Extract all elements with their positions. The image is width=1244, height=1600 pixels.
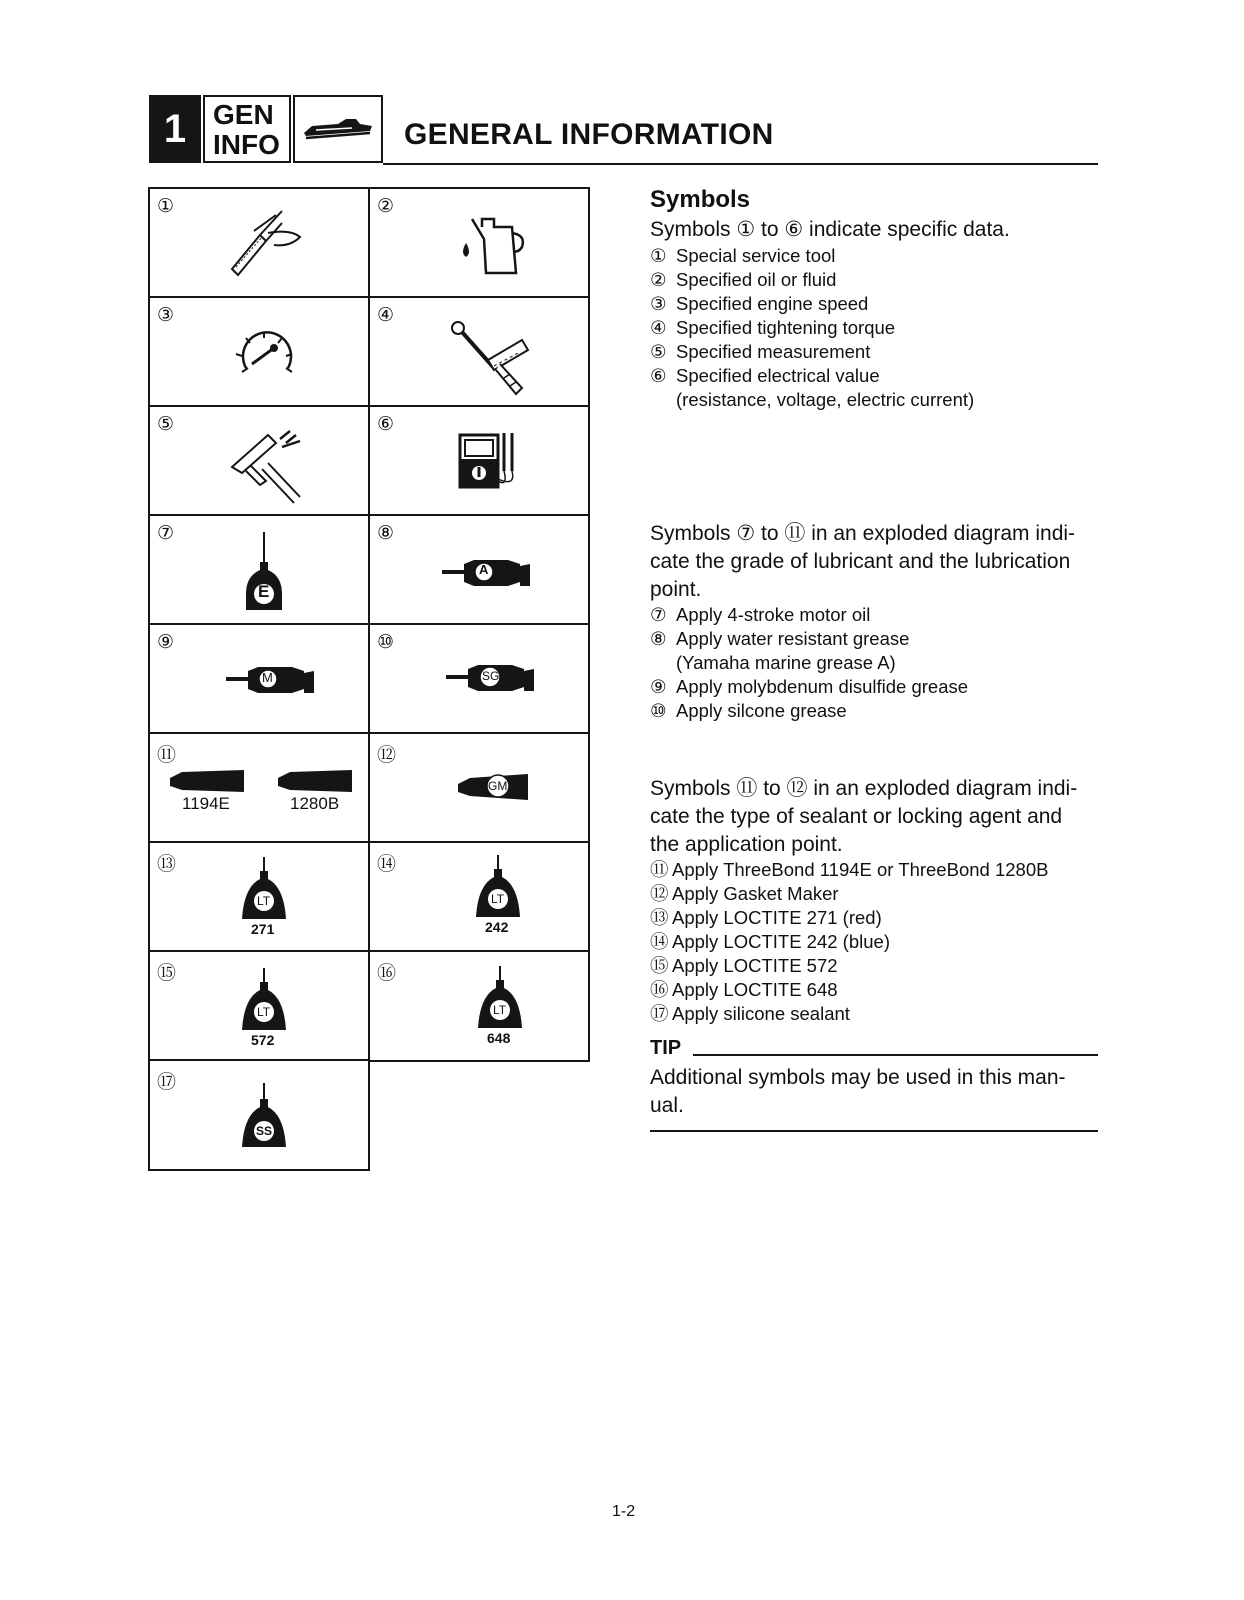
symbol-cell-15 xyxy=(148,950,370,1062)
sealant-tube-icon xyxy=(370,734,592,846)
page-number: 1-2 xyxy=(612,1503,636,1520)
section3-lead: Symbols ⑪ to ⑫ in an exploded diagram indi- cate the type of sealant or locking agent and the application point. xyxy=(650,777,1078,856)
list-item: ⑬ Apply LOCTITE 271 (red) xyxy=(650,907,882,928)
symbol-cell-7 xyxy=(148,514,370,626)
locking-agent-bottle-icon xyxy=(370,843,592,955)
symbol-number: ⑭ xyxy=(377,854,397,875)
badge-gm: GM xyxy=(488,779,508,793)
list-item-continuation: (Yamaha marine grease A) xyxy=(676,652,896,673)
symbol-number: ⑦ xyxy=(157,523,175,544)
symbol-cell-5 xyxy=(148,405,370,517)
symbol-number: ⑬ xyxy=(157,854,177,875)
list-item: ⑰ Apply silicone sealant xyxy=(650,1003,850,1024)
list-item-continuation: (resistance, voltage, electric current) xyxy=(676,389,975,410)
sealant-bottle-icon xyxy=(150,1061,372,1173)
badge-sg: SG xyxy=(482,669,500,683)
section2-lead: Symbols ⑦ to ⑪ in an exploded diagram indi- cate the grade of lubricant and the lubrication point. xyxy=(650,522,1076,601)
symbol-number: ② xyxy=(377,196,395,217)
badge-lt: LT xyxy=(257,1005,271,1019)
locking-agent-bottle-icon xyxy=(370,952,592,1064)
chapter-number: 1 xyxy=(149,95,201,163)
symbol-cell-4 xyxy=(368,296,590,408)
symbol-number: ④ xyxy=(377,305,395,326)
tip-label: TIP xyxy=(650,1037,682,1059)
multimeter-icon xyxy=(370,407,592,519)
watercraft-icon xyxy=(298,109,378,149)
list-item: ⑨ Apply molybdenum disulfide grease xyxy=(650,676,969,697)
symbol-number: ⑫ xyxy=(377,745,397,766)
list-item: ⑥ Specified electrical value xyxy=(650,365,880,386)
sealant-tube-icon xyxy=(150,734,372,846)
loctite-label-242: 242 xyxy=(485,919,509,935)
tip-bottom-rule xyxy=(650,1130,1098,1132)
badge-lt: LT xyxy=(491,892,505,906)
symbol-cell-12 xyxy=(368,732,590,844)
oil-bottle-icon xyxy=(150,516,372,628)
symbol-number: ⑩ xyxy=(377,632,395,653)
list-item: ⑧ Apply water resistant grease xyxy=(650,628,910,649)
list-item: ① Special service tool xyxy=(650,245,836,266)
symbol-cell-1 xyxy=(148,187,370,299)
symbol-cell-10 xyxy=(368,623,590,735)
list-item: ② Specified oil or fluid xyxy=(650,269,837,290)
symbols-heading: Symbols xyxy=(650,186,751,213)
chapter-code-line2: INFO xyxy=(213,129,280,160)
chapter-code-line1: GEN xyxy=(213,99,274,130)
section1-lead: Symbols ① to ⑥ indicate specific data. xyxy=(650,218,1010,241)
badge-e: E xyxy=(258,582,270,601)
list-item: ⑫ Apply Gasket Maker xyxy=(650,883,839,904)
symbol-number: ⑮ xyxy=(157,963,177,984)
tip-top-rule xyxy=(693,1054,1098,1056)
torque-wrench-icon xyxy=(370,298,592,410)
symbol-number: ⑧ xyxy=(377,523,395,544)
grease-gun-icon xyxy=(150,625,372,737)
section2-list xyxy=(650,603,968,723)
special-service-tool-icon xyxy=(150,189,372,301)
symbol-number: ⑤ xyxy=(157,414,175,435)
symbol-number: ⑥ xyxy=(377,414,395,435)
symbol-cell-9 xyxy=(148,623,370,735)
badge-lt: LT xyxy=(493,1003,507,1017)
page-title: GENERAL INFORMATION xyxy=(404,118,774,151)
list-item: ④ Specified tightening torque xyxy=(650,317,896,338)
symbol-number: ⑰ xyxy=(157,1072,177,1093)
list-item: ⑦ Apply 4-stroke motor oil xyxy=(650,604,871,625)
list-item: ⑭ Apply LOCTITE 242 (blue) xyxy=(650,931,890,952)
symbol-cell-11 xyxy=(148,732,370,844)
list-item: ⑤ Specified measurement xyxy=(650,341,871,362)
symbol-number: ⑯ xyxy=(377,963,397,984)
header-rule xyxy=(383,163,1098,165)
symbol-grid xyxy=(148,187,592,1195)
tube-label-1194e: 1194E xyxy=(182,794,230,813)
list-item: ⑯ Apply LOCTITE 648 xyxy=(650,979,838,1000)
section1-list xyxy=(650,244,974,412)
symbol-number: ① xyxy=(157,196,175,217)
list-item: ⑪ Apply ThreeBond 1194E or ThreeBond 1280B xyxy=(650,859,1049,880)
caliper-icon xyxy=(150,407,372,519)
badge-a: A xyxy=(479,562,489,577)
loctite-label-271: 271 xyxy=(251,921,275,937)
symbol-cell-13 xyxy=(148,841,370,953)
symbol-number: ⑪ xyxy=(157,745,177,766)
list-item: ⑩ Apply silcone grease xyxy=(650,700,847,721)
badge-m: M xyxy=(262,670,273,685)
symbol-cell-14 xyxy=(368,841,590,953)
symbol-cell-3 xyxy=(148,296,370,408)
list-item: ⑮ Apply LOCTITE 572 xyxy=(650,955,838,976)
loctite-label-648: 648 xyxy=(487,1030,511,1046)
symbol-cell-8 xyxy=(368,514,590,626)
symbol-number: ⑨ xyxy=(157,632,175,653)
oil-can-icon xyxy=(370,189,592,301)
symbol-cell-6 xyxy=(368,405,590,517)
symbol-cell-16 xyxy=(368,950,590,1062)
symbol-number: ③ xyxy=(157,305,175,326)
chapter-code xyxy=(203,95,291,163)
tachometer-icon xyxy=(150,298,372,410)
list-item: ③ Specified engine speed xyxy=(650,293,869,314)
tip-text: Additional symbols may be used in this man- ual. xyxy=(650,1066,1066,1117)
grease-gun-icon xyxy=(370,625,592,737)
symbol-cell-17 xyxy=(148,1059,370,1171)
chapter-icon-box xyxy=(293,95,383,163)
loctite-label-572: 572 xyxy=(251,1032,275,1048)
badge-ss: SS xyxy=(256,1124,273,1138)
symbol-cell-2 xyxy=(368,187,590,299)
tube-label-1280b: 1280B xyxy=(290,794,340,813)
section3-list xyxy=(650,858,1048,1026)
badge-lt: LT xyxy=(257,894,271,908)
